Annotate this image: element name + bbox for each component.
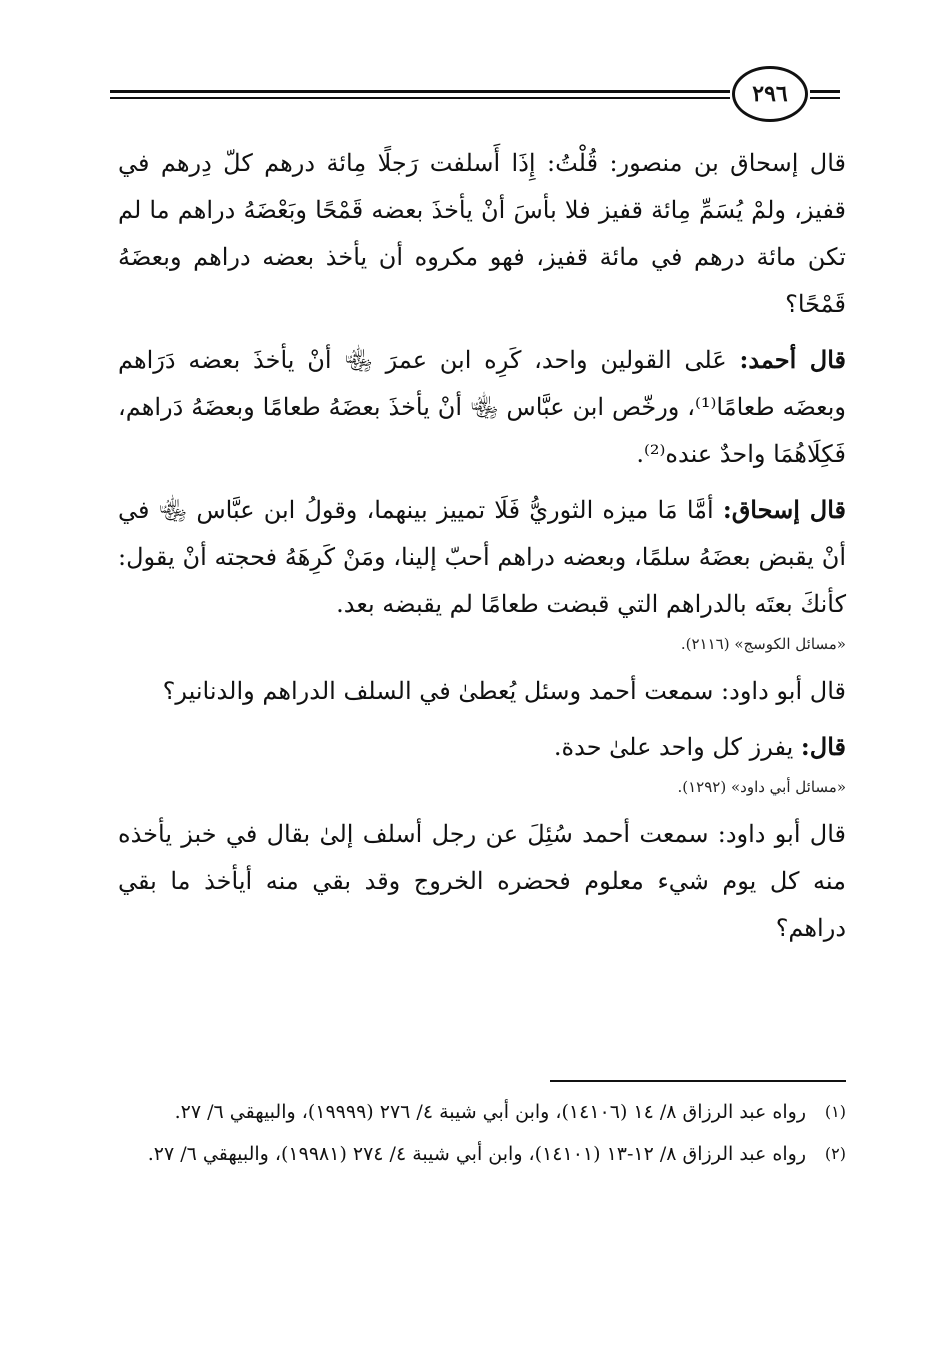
- paragraph: [118, 668, 846, 715]
- footnote-number: (١): [824, 1102, 846, 1121]
- citation: «مسائل أبي داود» (١٢٩٢).: [677, 778, 846, 796]
- paragraph-text: قال أبو داود: سمعت أحمد وسئل يُعطىٰ في السلف الدراهم والدنانير؟: [162, 677, 846, 705]
- paragraph-text: قال إسحاق بن منصور: قُلْتُ: إِذَا أَسلفت رَجلًا مِائة درهم كلّ دِرهم في قفيز، ولمْ يُسَمِّ مِائة قفيز فلا بأسَ أنْ يأخذَ بعضه قَمْحًا وبَعْضَهُ دراهم ما لم تكن مائة درهم في مائة قفيز، فهو مكروه أن يأخذ بعضه دراهم وبعضَهُ قَمْحًا؟: [118, 149, 847, 318]
- citation: «مسائل الكوسج» (٢١١٦).: [680, 635, 846, 653]
- footnote: [118, 1136, 846, 1172]
- header-rule: [110, 90, 730, 93]
- footnote-number: (٢): [824, 1144, 846, 1163]
- speaker-label: قال إسحاق:: [722, 495, 846, 524]
- footnote-text: رواه عبد الرزاق ٨/ ١٤ (١٤١٠٦)، وابن أبي شيبة ٤/ ٢٧٦ (١٩٩٩٩)، والبيهقي ٦/ ٢٧.: [174, 1101, 806, 1123]
- paragraph: [118, 140, 846, 328]
- paragraph-text: أمَّا مَا ميزه الثوريُّ فَلَا تمييز بينهما، وقولُ ابن عبَّاس ﵄ في أنْ يقبض بعضَهُ سلمًا، وبعضه دراهم أحبّ إلينا، ومَنْ كَرِهَهُ فحجته أنْ يقول: كأنكَ بعتَه بالدراهم التي قبضت طعامًا لم يقبضه بعد.: [118, 496, 846, 618]
- speaker-label: قال أحمد:: [739, 345, 846, 374]
- paragraph: [118, 336, 846, 478]
- header-rule: [810, 90, 840, 93]
- footnote: [118, 1094, 846, 1130]
- footnotes: [118, 1094, 846, 1178]
- paragraph: [118, 486, 846, 628]
- footnote-text: رواه عبد الرزاق ٨/ ١٢-١٣ (١٤١٠١)، وابن أبي شيبة ٤/ ٢٧٤ (١٩٩٨١)، والبيهقي ٦/ ٢٧.: [147, 1143, 806, 1165]
- main-text: [118, 140, 846, 952]
- paragraph-text: عَلى القولين واحد، كَرِه ابن عمرَ ﵄ أنْ يأخذَ بعضه دَرَاهم وبعضَه طعامًا⁽¹⁾، ورخّص ابن عبَّاس ﵄ أنْ يأخذَ بعضَهُ طعامًا وبعضَهُ دَراهم، فَكِلَاهُمَا واحدٌ عنده⁽²⁾.: [118, 346, 846, 468]
- header-rule: [110, 97, 730, 99]
- speaker-label: قال:: [800, 732, 846, 761]
- footnote-separator: [550, 1080, 846, 1082]
- header-rule: [810, 97, 840, 99]
- page-header: [110, 64, 840, 124]
- paragraph: [118, 723, 846, 771]
- paragraph: [118, 811, 846, 952]
- paragraph-text: يفرز كل واحد علىٰ حدة.: [553, 733, 794, 761]
- paragraph-text: قال أبو داود: سمعت أحمد سُئِلَ عن رجل أسلف إلىٰ بقال في خبز يأخذه منه كل يوم شيء معلوم فحضره الخروج وقد بقي منه أيأخذ ما بقي دراهم؟: [118, 820, 846, 942]
- page-number: ٢٩٦: [732, 66, 808, 122]
